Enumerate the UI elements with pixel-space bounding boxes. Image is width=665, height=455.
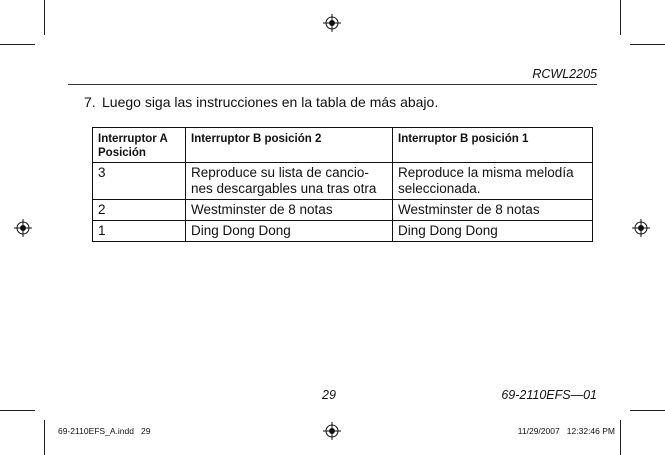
- table-cell: 3: [93, 163, 186, 200]
- crop-mark: [620, 0, 621, 35]
- document-code: 69-2110EFS—01: [501, 388, 597, 402]
- table-cell: Ding Dong Dong: [393, 221, 593, 242]
- column-header: Interruptor B posición 1: [393, 128, 593, 163]
- step-text: Luego siga las instrucciones en la tabla de más abajo.: [102, 94, 439, 110]
- table-cell: Westminster de 8 notas: [393, 200, 593, 221]
- crop-mark: [620, 420, 621, 455]
- table-header-row: [93, 128, 593, 163]
- header-rule: [68, 84, 597, 85]
- table-cell: Reproduce su lista de cancio- nes descargables una tras otra: [186, 163, 393, 200]
- step-number: 7.: [84, 94, 96, 110]
- table-cell: 2: [93, 200, 186, 221]
- column-header: Interruptor A Posición: [93, 128, 186, 163]
- crop-mark: [630, 44, 665, 45]
- table-row: [93, 221, 593, 242]
- page-number: 29: [322, 388, 336, 402]
- crop-mark: [44, 0, 45, 35]
- column-header: Interruptor B posición 2: [186, 128, 393, 163]
- slug-timestamp: 11/29/2007 12:32:46 PM: [517, 426, 615, 436]
- table-row: [93, 163, 593, 200]
- table-cell: Ding Dong Dong: [186, 221, 393, 242]
- crop-mark: [0, 44, 35, 45]
- table-cell: 1: [93, 221, 186, 242]
- crop-mark: [0, 410, 35, 411]
- instruction-step: [84, 94, 438, 110]
- registration-mark-icon: [632, 219, 650, 237]
- slug-filename: 69-2110EFS_A.indd 29: [58, 426, 151, 436]
- table-cell: Reproduce la misma melodía seleccionada.: [393, 163, 593, 200]
- switch-settings-table: [92, 127, 593, 242]
- table-row: [93, 200, 593, 221]
- crop-mark: [44, 420, 45, 455]
- registration-mark-icon: [14, 219, 32, 237]
- crop-mark: [630, 410, 665, 411]
- registration-mark-icon: [323, 422, 341, 440]
- registration-mark-icon: [323, 14, 341, 32]
- table-cell: Westminster de 8 notas: [186, 200, 393, 221]
- model-code: RCWL2205: [532, 67, 597, 81]
